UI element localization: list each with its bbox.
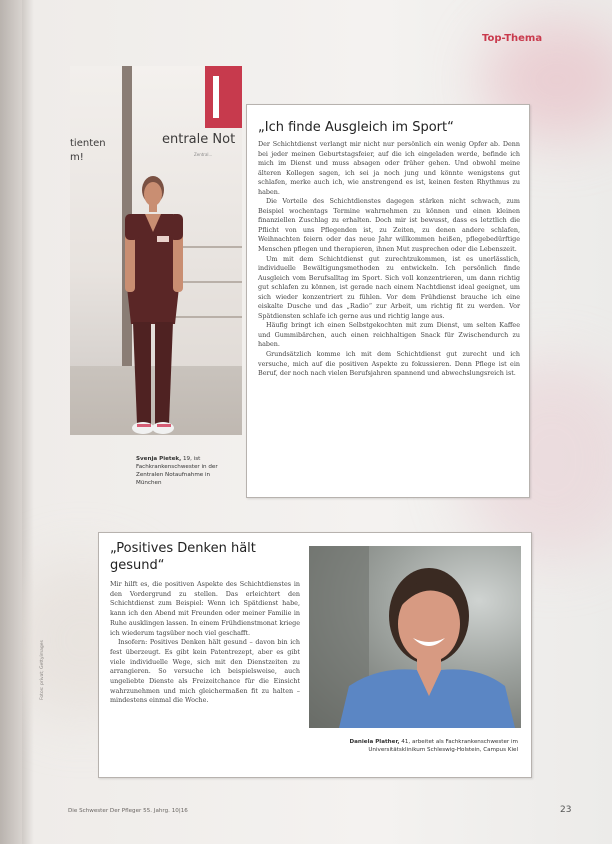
- sign-text-left-2: m!: [70, 152, 84, 163]
- paragraph: Um mit dem Schichtdienst gut zurechtzukommen, ist es unerlässlich, individuelle Bewältigungsmethoden zu entwickeln. Ich persönlich finde Ausgleich vom Berufsalltag im Sport. Sich voll konzentrieren, um dann richtig gut schlafen zu können, ist gerade nach einem Nachtdienst ideal geeignet, um sich wieder konzentriert zu fühlen. Vor dem Frühdienst brauche ich eine eiskalte Dusche und das „Radio“ zur Arbeit, um richtig fit zu werden. Vor Spätdiensten schlafe ich gerne aus und richtig lange aus.: [258, 254, 520, 320]
- caption-name: Svenja Pietek,: [136, 456, 182, 462]
- footer-publication: Die Schwester Der Pfleger 55. Jahrg. 10|16: [68, 808, 188, 814]
- paragraph: Mir hilft es, die positiven Aspekte des Schichtdienstes in den Vordergrund zu stellen. Das erleichtert den Schichtdienst zum Beispiel: Wenn ich Spätdienst habe, kann ich den Abend mit Freunden oder meiner Familie in Ruhe ausklingen lassen. In einem Frühdienstmonat kriege ich wiederum tagsüber noch viel geschafft.: [110, 580, 300, 637]
- caption-text: 41, arbeitet als Fachkrankenschwester im Universitätsklinikum Schleswig-Holstein, Campus Kiel: [368, 739, 518, 753]
- section-label: Top-Thema: [482, 33, 543, 44]
- paragraph: Insofern: Positives Denken hält gesund – davon bin ich fest überzeugt. Es gibt kein Patentrezept, aber es gibt viele individuelle Wege, sich mit den Dienstzeiten zu arrangieren. So versuche ich beispielsweise, auch ungeliebte Dienste als Freizeitchance für die Einsicht wahrzunehmen und mich gleichermaßen fit zu halten – mindestens einmal die Woche.: [110, 638, 300, 705]
- page-number: 23: [560, 805, 572, 815]
- page-spine: [0, 0, 22, 844]
- article-2-title: „Positives Denken hält gesund“: [110, 541, 256, 573]
- article-2-body: [110, 580, 300, 706]
- caption-text: 19, ist Fachkrankenschwester in der Zentralen Notaufnahme in München: [136, 456, 218, 486]
- article-1-body: [258, 140, 520, 379]
- photo-credit: Fotos: privat; Gettyimages: [40, 640, 45, 700]
- nurse-portrait: [309, 546, 521, 728]
- photo-daniela-plather: [309, 546, 521, 728]
- caption-name: Daniela Plather,: [349, 739, 400, 745]
- paragraph: Der Schichtdienst verlangt mir nicht nur persönlich ein wenig Opfer ab. Denn bei jeder meinen Geburtstagsfeier, auf die ich eingeladen werde, befinde ich mich im Dienst und muss absagen oder früher gehen. Und obwohl meine älteren Kollegen sagen, ich sei ja noch jung und könnte wenigstens gut schlafen, merke auch ich, wie anstrengend es ist, keinen festen Rhythmus zu haben.: [258, 140, 520, 196]
- paragraph: Grundsätzlich komme ich mit dem Schichtdienst gut zurecht und ich versuche, mich auf die positiven Aspekte zu fokussieren. Denn Pflege ist ein Beruf, der noch nach vielen Berufsjahren spannend und abwechslungsreich ist.: [258, 350, 520, 378]
- caption-daniela: [310, 738, 518, 754]
- photo-svenja-pietek: [70, 66, 242, 435]
- article-1-title: „Ich finde Ausgleich im Sport“: [258, 120, 454, 135]
- paragraph: Die Vorteile des Schichtdienstes dagegen stärken nicht schwach, zum Beispiel wochentags Termine wahrnehmen zu können und einen kleinen finanziellen Zuschlag zu erhalten. Doch mir ist bewusst, dass es letztlich die Pflicht von uns Pflegenden ist, zu Zeiten, zu denen andere schlafen, Weihnachten feiern oder das neue Jahr willkommen heißen, pflegebedürftige Menschen pflegen und therapieren, ihnen Mut zusprechen oder die Lebenszeit.: [258, 197, 520, 254]
- paragraph: Häufig bringt ich einen Selbstgekochten mit zum Dienst, um selten Kaffee und Gummibärchen, auch einen reichhaltigen Snack für Zwischendurch zu haben.: [258, 321, 520, 349]
- sign-text-left: tienten: [70, 138, 106, 149]
- nurse-figure: [115, 174, 187, 435]
- sign-text-main: entrale Not: [162, 132, 236, 147]
- sign-text-sub: Zentral...: [194, 152, 213, 157]
- hospital-logo: [205, 66, 242, 128]
- caption-svenja: [136, 455, 236, 487]
